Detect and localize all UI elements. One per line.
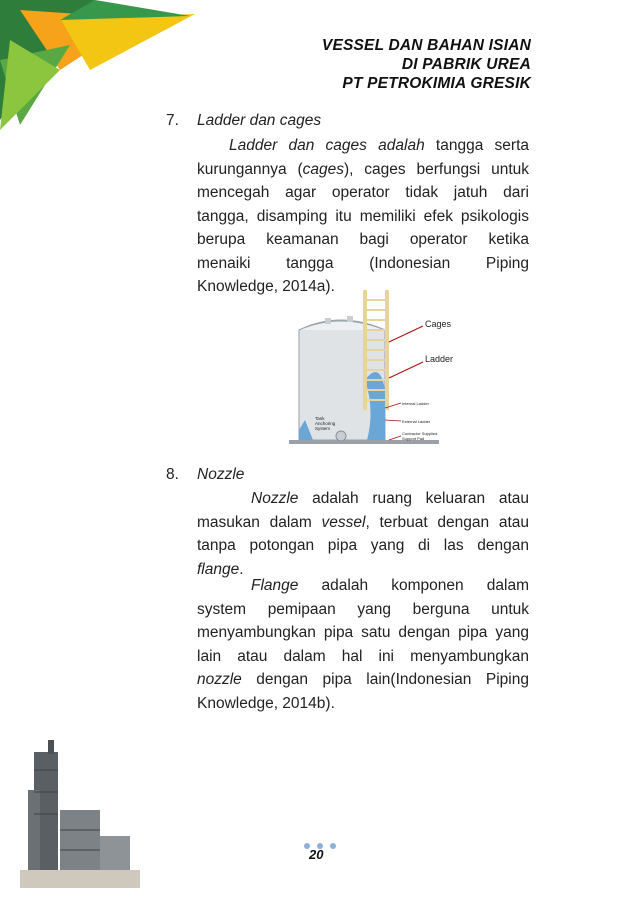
header-line-2: DI PABRIK UREA: [401, 56, 531, 73]
text-run: Knowledge, 2014b).: [197, 694, 335, 712]
paragraph-line: [197, 205, 529, 229]
paragraph-line: [197, 181, 529, 205]
text-run: adalah ruang keluaran atau: [298, 490, 529, 507]
text-run: adalah komponen dalam: [298, 577, 529, 594]
paragraph-line: [197, 252, 529, 276]
paragraph-line: [197, 598, 529, 622]
text-run: menyambungkan pipa satu dengan pipa yang: [197, 624, 529, 641]
text-run: system pemipaan yang berguna untuk: [197, 600, 529, 618]
text-run: kurungannya (: [197, 160, 303, 178]
factory-photo: [20, 740, 140, 888]
tank-ladder-figure: [285, 290, 475, 458]
text-run: nozzle: [197, 671, 242, 688]
header-line-1: VESSEL DAN BAHAN ISIAN: [321, 37, 531, 54]
paragraph-line: [197, 487, 529, 511]
text-run: berupa keamanan bagi operator ketika: [197, 231, 529, 248]
section-8-paragraph-2: [197, 574, 529, 715]
paragraph-line: [197, 668, 529, 692]
page-number: 20: [309, 847, 324, 862]
paragraph-line: [197, 621, 529, 645]
paragraph-line: [197, 158, 529, 182]
label-cages: Cages: [425, 319, 452, 329]
section-8-title: Nozzle: [197, 466, 245, 483]
paragraph-line: [197, 134, 529, 158]
text-run: cages: [302, 160, 344, 178]
label-tank-3: System: [315, 426, 331, 431]
text-run: tanpa potongan pipa yang di las dengan: [197, 537, 529, 554]
paragraph-line: [197, 574, 529, 598]
label-ladder: Ladder: [425, 354, 454, 364]
section-8-paragraph-1: [197, 487, 529, 581]
corner-decoration: [0, 0, 200, 130]
section-8-number: 8.: [166, 466, 179, 483]
text-run: menaiki tangga (Indonesian Piping: [197, 254, 529, 272]
text-run: Knowledge, 2014a).: [197, 278, 335, 295]
label-support-2: Support Pad: [402, 436, 425, 441]
text-run: vessel: [321, 513, 366, 531]
text-run: tangga, disamping itu memiliki efek psikologis: [197, 207, 529, 225]
paragraph-line: [197, 228, 529, 252]
text-run: .: [239, 560, 244, 578]
text-run: , terbuat dengan atau: [365, 513, 529, 531]
text-run: Nozzle: [251, 490, 299, 507]
label-external-ladder: External Ladder: [402, 419, 431, 424]
text-run: dengan pipa lain(Indonesian Piping: [241, 671, 529, 688]
section-7-number: 7.: [166, 112, 179, 129]
text-run: Ladder dan cages adalah: [229, 137, 425, 154]
paragraph-line: [197, 692, 529, 716]
text-run: masukan dalam: [197, 513, 322, 531]
header-line-3: PT PETROKIMIA GRESIK: [342, 75, 531, 92]
text-run: mencegah agar operator tidak jatuh dari: [197, 184, 529, 201]
text-run: Flange: [251, 577, 299, 594]
section-7-paragraph: [197, 134, 529, 299]
label-tank-2: Anchoring: [315, 421, 336, 426]
label-tank-1: Tank: [315, 416, 325, 421]
paragraph-line: [197, 534, 529, 558]
paragraph-line: [197, 511, 529, 535]
paragraph-line: [197, 645, 529, 669]
section-7-title: Ladder dan cages: [197, 112, 322, 129]
text-run: flange: [197, 560, 240, 578]
label-support-1: Contractor Supplied: [402, 431, 438, 436]
label-internal-ladder: Internal Ladder: [402, 401, 429, 406]
text-run: tangga serta: [424, 137, 530, 154]
document-header: [322, 36, 531, 93]
text-run: ), cages berfungsi untuk: [344, 160, 529, 178]
text-run: lain atau dalam hal ini menyambungkan: [197, 647, 529, 665]
